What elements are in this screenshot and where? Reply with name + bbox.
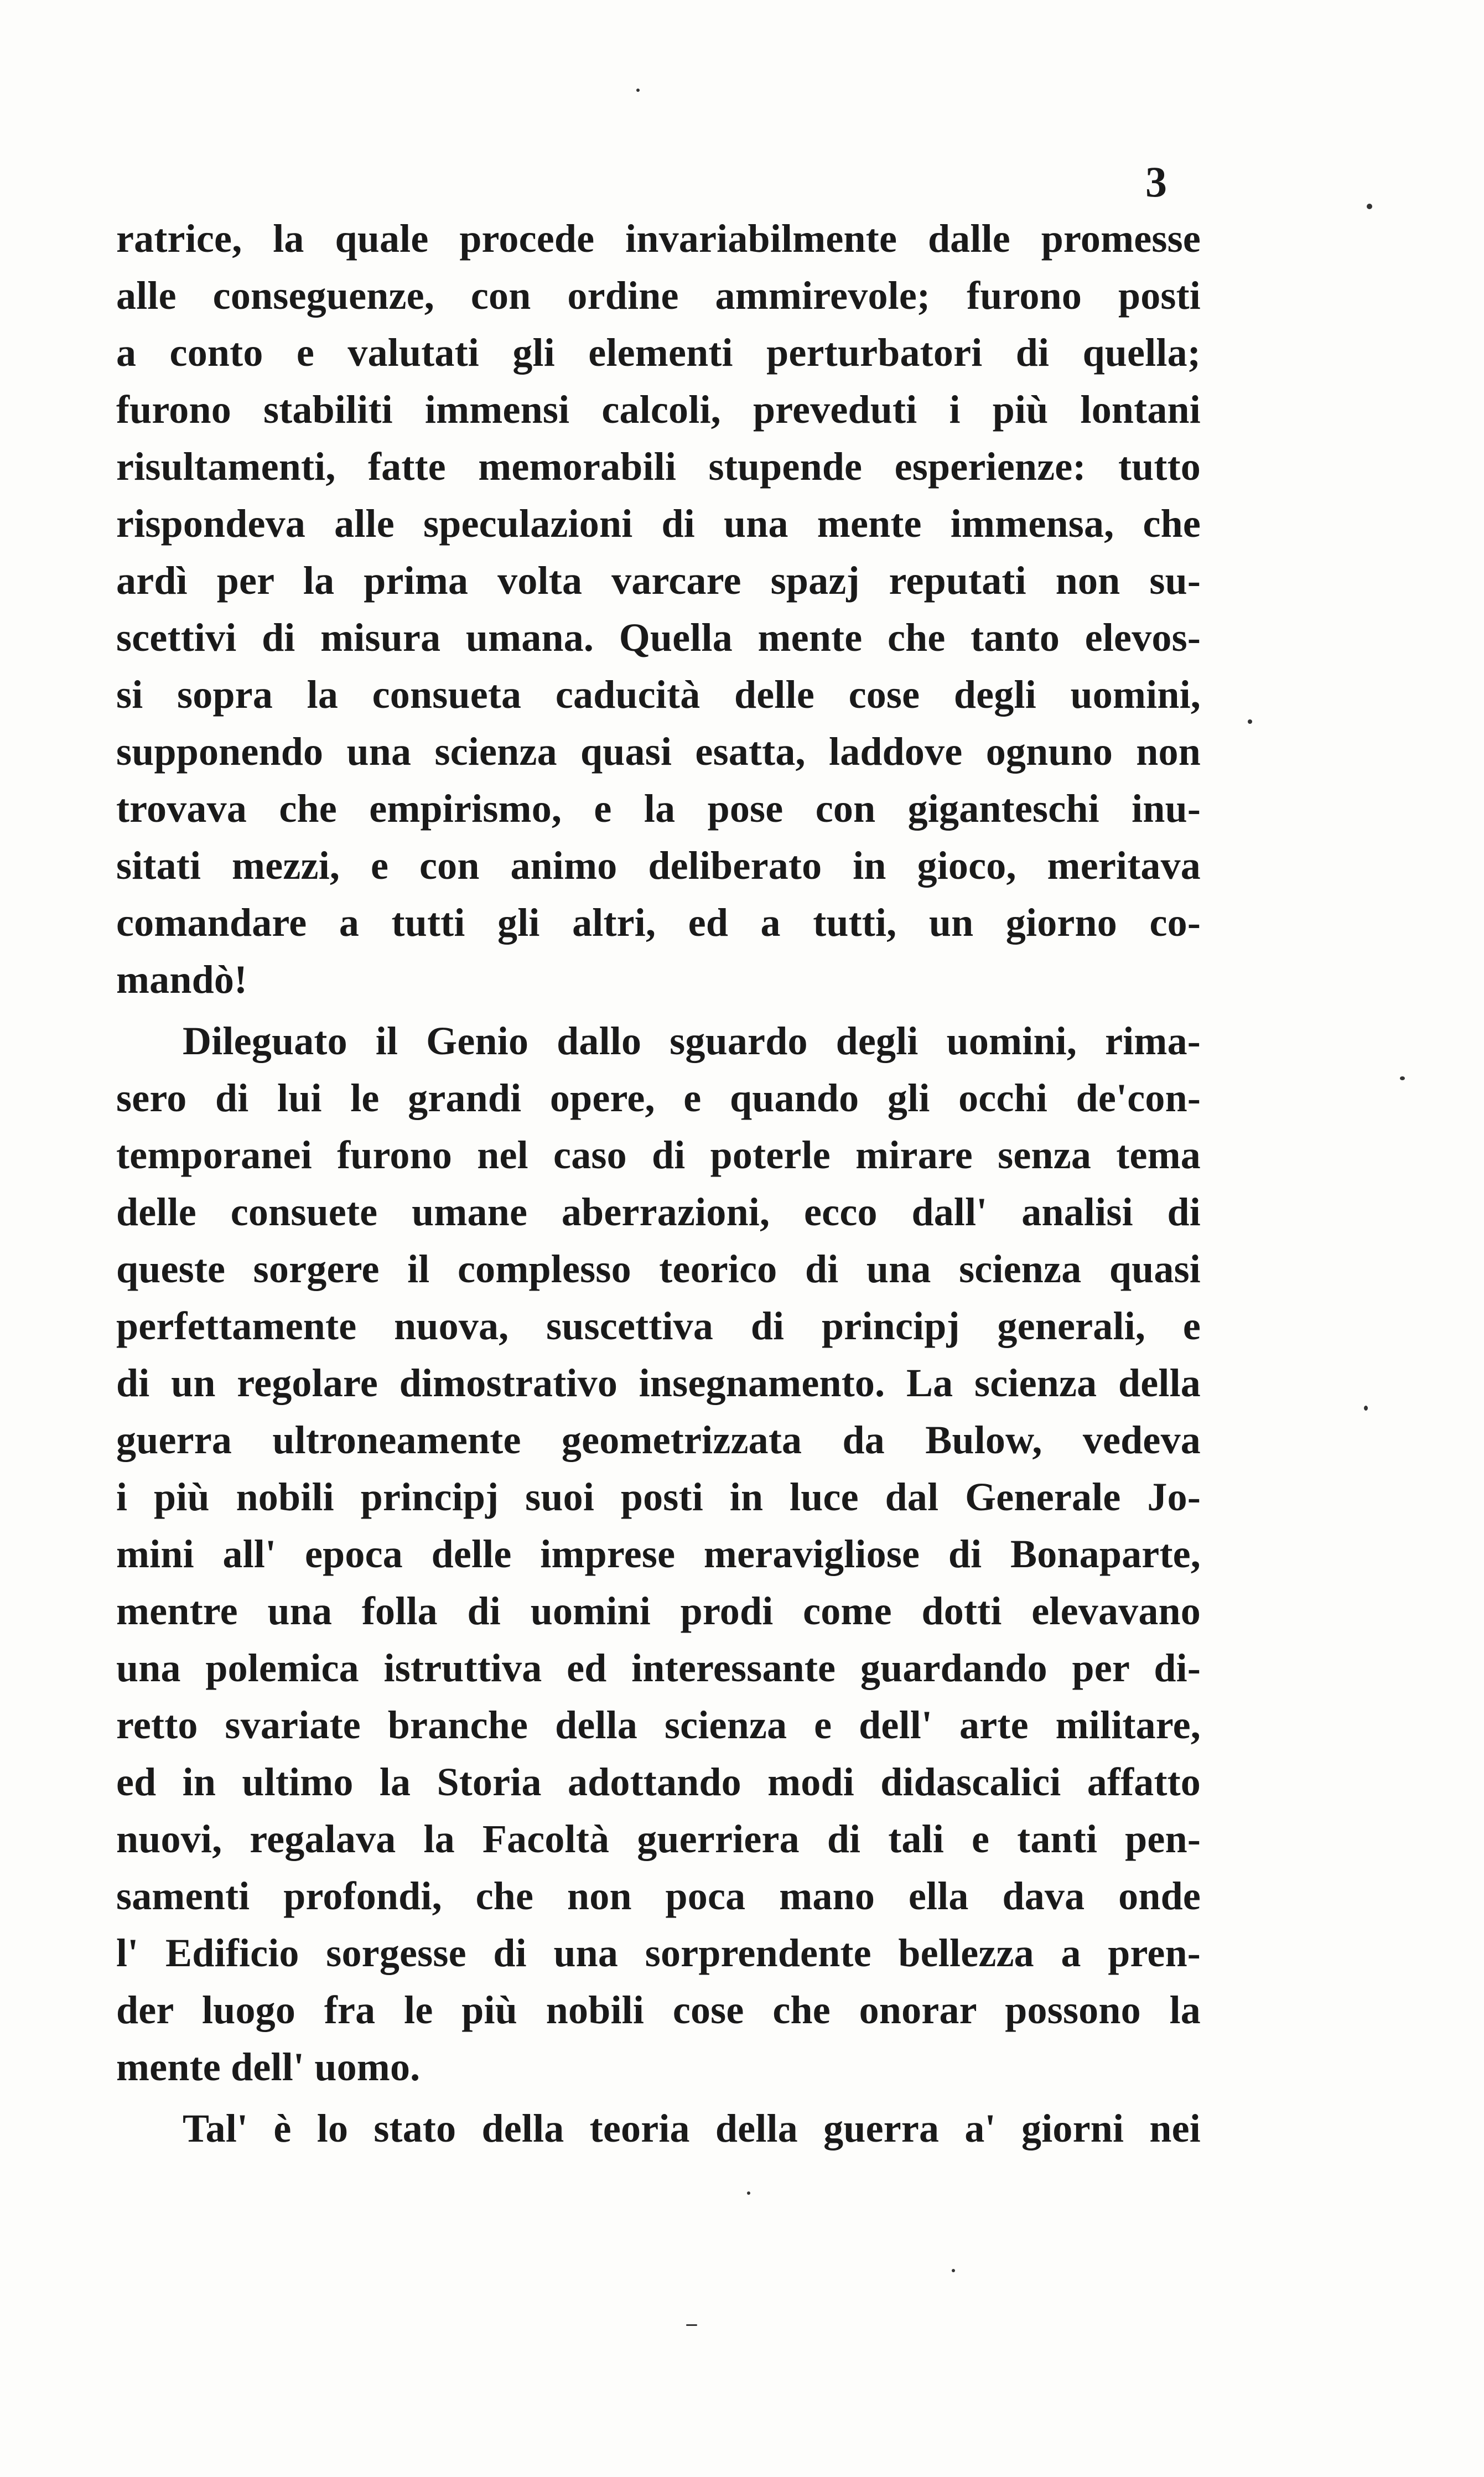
paragraph-3 xyxy=(116,2100,1201,2157)
text-line: Tal' è lo stato della teoria della guerra a' giorni nei xyxy=(183,2106,1201,2150)
text-line: perfettamente nuova, suscettiva di principj generali, e xyxy=(116,1304,1201,1348)
text-line: retto svariate branche della scienza e dell' arte militare, xyxy=(116,1703,1201,1747)
text-line: mandò! xyxy=(116,957,248,1002)
text-line: samenti profondi, che non poca mano ella dava onde xyxy=(116,1874,1201,1918)
text-line: mini all' epoca delle imprese meravigliose di Bonaparte, xyxy=(116,1532,1201,1576)
text-line: furono stabiliti immensi calcoli, preveduti i più lontani xyxy=(116,387,1201,432)
text-line: Dileguato il Genio dallo sguardo degli uomini, rima- xyxy=(183,1019,1201,1063)
body-text xyxy=(116,210,1201,2157)
scan-speck xyxy=(636,89,640,92)
scan-speck xyxy=(686,2324,697,2326)
text-line: delle consuete umane aberrazioni, ecco dall' analisi di xyxy=(116,1190,1201,1234)
text-line: a conto e valutati gli elementi perturbatori di quella; xyxy=(116,330,1201,375)
scan-speck xyxy=(1364,1406,1368,1411)
scan-speck xyxy=(1400,1076,1405,1080)
paragraph-1 xyxy=(116,210,1201,1008)
text-line: mentre una folla di uomini prodi come dotti elevavano xyxy=(116,1589,1201,1633)
text-line: queste sorgere il complesso teorico di una scienza quasi xyxy=(116,1247,1201,1291)
text-line: una polemica istruttiva ed interessante guardando per di- xyxy=(116,1646,1201,1690)
text-line: i più nobili principj suoi posti in luce dal Generale Jo- xyxy=(116,1475,1201,1519)
text-line: rispondeva alle speculazioni di una mente immensa, che xyxy=(116,501,1201,546)
text-line: trovava che empirismo, e la pose con giganteschi inu- xyxy=(116,786,1201,831)
scan-speck xyxy=(1367,204,1372,209)
text-line: mente dell' uomo. xyxy=(116,2045,421,2089)
text-line: comandare a tutti gli altri, ed a tutti, un giorno co- xyxy=(116,900,1201,945)
scan-speck xyxy=(747,2191,750,2195)
text-line: der luogo fra le più nobili cose che onorar possono la xyxy=(116,1988,1201,2032)
text-line: si sopra la consueta caducità delle cose degli uomini, xyxy=(116,672,1201,717)
text-line: scettivi di misura umana. Quella mente che tanto elevos- xyxy=(116,615,1201,660)
text-line: ardì per la prima volta varcare spazj reputati non su- xyxy=(116,558,1201,603)
text-line: ed in ultimo la Storia adottando modi didascalici affatto xyxy=(116,1760,1201,1804)
text-line: ratrice, la quale procede invariabilmente dalle promesse xyxy=(116,216,1201,261)
text-line: temporanei furono nel caso di poterle mirare senza tema xyxy=(116,1133,1201,1177)
page-number: 3 xyxy=(1145,158,1167,206)
text-line: l' Edificio sorgesse di una sorprendente bellezza a pren- xyxy=(116,1931,1201,1975)
text-line: nuovi, regalava la Facoltà guerriera di tali e tanti pen- xyxy=(116,1817,1201,1861)
paragraph-2 xyxy=(116,1013,1201,2096)
text-line: guerra ultroneamente geometrizzata da Bulow, vedeva xyxy=(116,1418,1201,1462)
text-line: alle conseguenze, con ordine ammirevole; furono posti xyxy=(116,273,1201,318)
text-line: risultamenti, fatte memorabili stupende esperienze: tutto xyxy=(116,444,1201,489)
scan-speck xyxy=(1248,719,1252,724)
scan-speck xyxy=(952,2269,955,2272)
text-line: di un regolare dimostrativo insegnamento. La scienza della xyxy=(116,1361,1201,1405)
text-line: supponendo una scienza quasi esatta, laddove ognuno non xyxy=(116,729,1201,774)
text-line: sero di lui le grandi opere, e quando gli occhi de'con- xyxy=(116,1076,1201,1120)
text-line: sitati mezzi, e con animo deliberato in gioco, meritava xyxy=(116,843,1201,888)
